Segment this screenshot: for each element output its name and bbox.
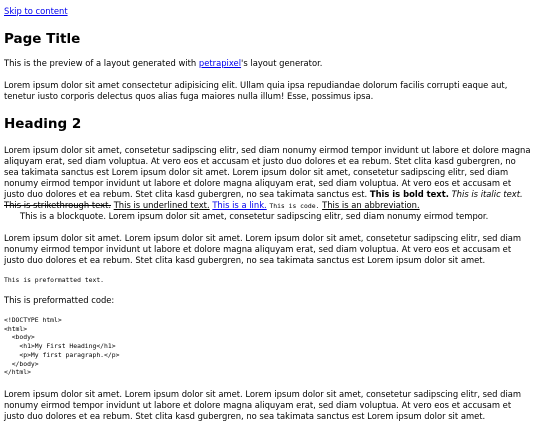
blockquote: This is a blockquote. Lorem ipsum dolor sit amet, consetetur sadipscing elitr, sed diam nonumy eirmod tempor.: [20, 211, 489, 221]
preformatted-text: This is preformatted text.: [4, 276, 105, 284]
petrapixel-link[interactable]: petrapixel: [198, 58, 242, 68]
example-link[interactable]: This is a link.: [212, 200, 267, 210]
intro-paragraph: [4, 58, 532, 69]
paragraph-2: [4, 145, 532, 212]
inline-code: This is code.: [269, 202, 320, 210]
strikethrough-text: This is strikethrough text.: [4, 200, 112, 210]
paragraph-2-text: Lorem ipsum dolor sit amet, consetetur sadipscing elitr, sed diam nonumy eirmod tempor invidunt ut labore et dolore magna aliquyam erat, sed diam voluptua. At vero eos et accusam et justo duo dolores et ea rebum. Stet clita kasd gubergren, no sea takimata sanctus est Lorem ipsum dolor sit amet. Lorem ipsum dolor sit amet, consetetur sadipscing elitr, sed diam nonumy eirmod tempor invidunt ut labore et dolore magna aliquyam erat, sed diam voluptua. At vero eos et accusam et justo duo dolores et ea rebum. Stet clita kasd gubergren, no sea takimata sanctus est.: [4, 145, 531, 199]
paragraph-4: Lorem ipsum dolor sit amet. Lorem ipsum dolor sit amet. Lorem ipsum dolor sit amet, consetetur sadipscing elitr, sed diam nonumy eirmod tempor invidunt ut labore et dolore magna aliquyam erat, sed diam voluptua. At vero eos et accusam et justo duo dolores et ea rebum. Stet clita kasd gubergren, no sea takimata sanctus est Lorem ipsum dolor sit amet.: [4, 389, 522, 421]
paragraph-3: Lorem ipsum dolor sit amet. Lorem ipsum dolor sit amet. Lorem ipsum dolor sit amet, consetetur sadipscing elitr, sed diam nonumy eirmod tempor invidunt ut labore et dolore magna aliquyam erat, sed diam voluptua. At vero eos et accusam et justo duo dolores et ea rebum. Stet clita kasd gubergren, no sea takimata sanctus est Lorem ipsum dolor sit amet.: [4, 233, 522, 265]
paragraph-1: Lorem ipsum dolor sit amet consectetur adipisicing elit. Ullam quia ipsa repudiandae dolorum facilis corrupti eaque aut, tenetur iusto corporis delectus quos alias fuga maiores nulla illum! Esse, possimus ipsa.: [4, 80, 508, 101]
code-block: <!DOCTYPE html> <html> <body> <h1>My First Heading</h1> <p>My first paragraph.</p> </body> </html>: [4, 316, 120, 377]
skip-to-content-link[interactable]: Skip to content: [4, 6, 68, 16]
preformatted-code-label: This is preformatted code:: [4, 295, 115, 305]
underlined-text: This is underlined text.: [113, 200, 210, 210]
intro-after: 's layout generator.: [241, 58, 323, 68]
intro-before: This is the preview of a layout generated with: [4, 58, 199, 68]
abbreviation: This is an abbreviation.: [322, 200, 420, 210]
page-title: Page Title: [4, 31, 81, 47]
italic-text: This is italic text.: [451, 189, 523, 199]
bold-text: This is bold text.: [369, 189, 449, 199]
heading-2: Heading 2: [4, 116, 82, 132]
